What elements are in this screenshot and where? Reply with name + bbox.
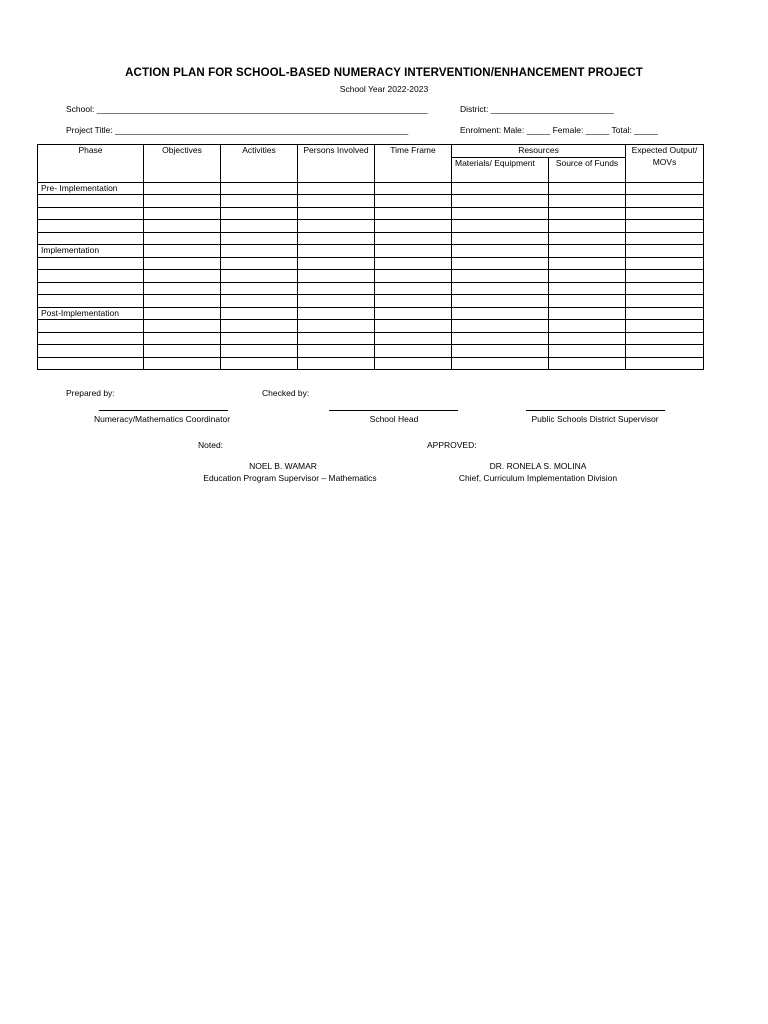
school-head-signature-line bbox=[329, 410, 458, 411]
phase-post-implementation: Post-Implementation bbox=[38, 307, 144, 320]
table-row bbox=[38, 257, 704, 270]
project-title-field[interactable]: Project Title: ______________________________________________________________ bbox=[66, 125, 409, 135]
header-materials: Materials/ Equipment bbox=[452, 157, 549, 182]
header-resources: Resources bbox=[452, 145, 626, 158]
checked-by-label: Checked by: bbox=[262, 388, 310, 398]
header-activities: Activities bbox=[221, 145, 298, 183]
coordinator-signature-line bbox=[99, 410, 228, 411]
table-row bbox=[38, 295, 704, 308]
phase-implementation: Implementation bbox=[38, 245, 144, 258]
phase-pre-implementation: Pre- Implementation bbox=[38, 182, 144, 195]
school-head-role: School Head bbox=[369, 414, 419, 424]
table-row bbox=[38, 195, 704, 208]
table-row bbox=[38, 245, 704, 258]
noted-name: NOEL B. WAMAR bbox=[249, 461, 317, 471]
table-row bbox=[38, 332, 704, 345]
district-supervisor-role: Public Schools District Supervisor bbox=[531, 414, 659, 424]
table-row bbox=[38, 232, 704, 245]
header-source-of-funds: Source of Funds bbox=[549, 157, 626, 182]
noted-title: Education Program Supervisor – Mathematics bbox=[203, 473, 377, 483]
prepared-by-label: Prepared by: bbox=[66, 388, 115, 398]
school-field[interactable]: School: ______________________________________________________________________ bbox=[66, 104, 428, 114]
header-time-frame: Time Frame bbox=[375, 145, 452, 183]
document-title: ACTION PLAN FOR SCHOOL-BASED NUMERACY INTERVENTION/ENHANCEMENT PROJECT bbox=[125, 67, 643, 79]
table-row bbox=[38, 282, 704, 295]
approved-label: APPROVED: bbox=[427, 440, 477, 450]
table-row bbox=[38, 182, 704, 195]
table-row bbox=[38, 207, 704, 220]
header-phase: Phase bbox=[38, 145, 144, 183]
noted-label: Noted: bbox=[198, 440, 224, 450]
table-row bbox=[38, 307, 704, 320]
coordinator-role: Numeracy/Mathematics Coordinator bbox=[93, 414, 231, 424]
action-plan-table bbox=[37, 144, 704, 370]
approved-title: Chief, Curriculum Implementation Division bbox=[458, 473, 618, 483]
header-expected-output: Expected Output/ MOVs bbox=[626, 145, 704, 183]
header-objectives: Objectives bbox=[144, 145, 221, 183]
table-row bbox=[38, 345, 704, 358]
table-row bbox=[38, 220, 704, 233]
enrolment-field[interactable]: Enrolment: Male: _____ Female: _____ Total: _____ bbox=[460, 125, 658, 135]
table-row bbox=[38, 357, 704, 370]
table-row bbox=[38, 320, 704, 333]
table-row bbox=[38, 270, 704, 283]
district-supervisor-signature-line bbox=[526, 410, 665, 411]
header-persons-involved: Persons Involved bbox=[298, 145, 375, 183]
school-year: School Year 2022-2023 bbox=[339, 84, 429, 94]
district-field[interactable]: District: __________________________ bbox=[460, 104, 614, 114]
approved-name: DR. RONELA S. MOLINA bbox=[489, 461, 587, 471]
